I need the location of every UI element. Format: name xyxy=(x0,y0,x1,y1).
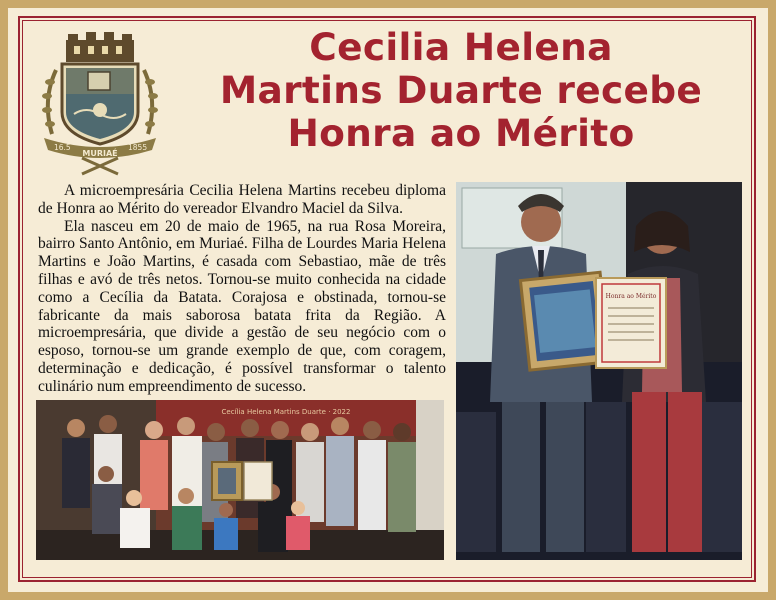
article-body xyxy=(38,182,446,396)
crest-city-name: MURIAÉ xyxy=(82,149,118,158)
group-photo-banner-text: Cecília Helena Martins Duarte · 2022 xyxy=(221,408,351,416)
headline-line-2: Martins Duarte recebe xyxy=(219,68,703,112)
certificate-title: Honra ao Mérito xyxy=(605,293,657,300)
crest-year-right: 1855 xyxy=(128,143,148,152)
headline-line-3: Honra ao Mérito xyxy=(287,111,635,155)
crest-year-left: 16.5 xyxy=(54,143,71,152)
article-paragraph-1: A microempresária Cecilia Helena Martins recebeu diploma de Honra ao Mérito do vereador Elvandro Maciel da Silva. xyxy=(38,182,446,217)
award-photo xyxy=(456,182,742,560)
headline-line-1: Cecilia Helena xyxy=(309,25,613,69)
article-paragraph-2: Ela nasceu em 20 de maio de 1965, na rua Rosa Moreira, bairro Santo Antônio, em Muriaé. Filha de Lourdes Maria Helena Martins e João Martins, é casada com Sebastiao, mãe de três filhas e avó de três netos. Tornou-se muito conhecida na cidade como a Cecília da Batata. Corajosa e obstinada, tornou-se fabricante da mais saborosa batata frita da Região. A microempresária, que divide a gestão de seu negócio com o esposo, tornou-se um grande exemplo de que, com coragem, determinação e dedicação, é possível transformar o talento culinário num empreendimento de sucesso. xyxy=(38,217,446,395)
group-photo xyxy=(36,400,444,560)
headline xyxy=(170,26,752,155)
city-coat-of-arms xyxy=(36,30,164,176)
